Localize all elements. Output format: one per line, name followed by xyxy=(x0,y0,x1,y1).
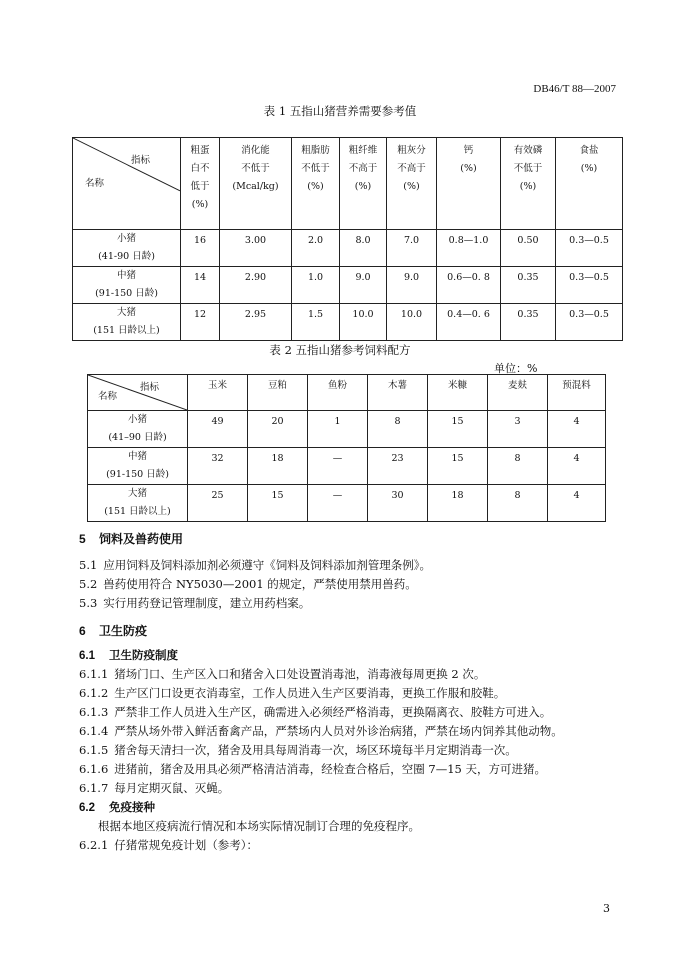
table1-col-phosphorus: 有效磷 不低于 (%) xyxy=(501,138,556,230)
table-cell: 9.0 xyxy=(387,267,437,304)
table2-corner-bottom: 名称 xyxy=(98,391,118,402)
table2-col-header: 鱼粉 xyxy=(308,375,368,411)
table-cell: 1 xyxy=(308,411,368,448)
table2-caption: 表 2 五指山猪参考饲料配方 xyxy=(269,343,411,357)
table-cell: 2.90 xyxy=(220,267,292,304)
section6-1-heading: 6.1 卫生防疫制度 xyxy=(79,650,178,662)
table1-caption: 表 1 五指山猪营养需要参考值 xyxy=(263,104,417,118)
table-cell: 8.0 xyxy=(340,230,387,267)
row-name-cell: 中猪 (91-150 日龄) xyxy=(88,448,188,485)
clause-6-1-5: 6.1.5 猪舍每天清扫一次，猪舍及用具每周消毒一次，场区环境每半月定期消毒一次。 xyxy=(79,743,517,757)
table-row xyxy=(73,230,623,267)
table-cell: 0.35 xyxy=(501,304,556,341)
document-code: DB46/T 88—2007 xyxy=(533,83,616,95)
table-cell: 4 xyxy=(548,411,606,448)
table-cell: 0.3—0.5 xyxy=(556,267,623,304)
table-cell: 32 xyxy=(188,448,248,485)
table-cell: 16 xyxy=(181,230,220,267)
table1-col-fat: 粗脂肪 不低于 (%) xyxy=(292,138,340,230)
clause-5-2: 5.2 兽药使用符合 NY5030—2001 的规定，严禁使用禁用兽药。 xyxy=(79,577,417,591)
table-cell: 0.4—0. 6 xyxy=(437,304,501,341)
clause-5-1: 5.1 应用饲料及饲料添加剂必须遵守《饲料及饲料添加剂管理条例》。 xyxy=(79,558,432,572)
table-cell: 23 xyxy=(368,448,428,485)
nutrition-table xyxy=(72,137,623,341)
section6-heading: 6 卫生防疫 xyxy=(79,624,148,638)
table1-col-protein: 粗蛋 白不 低于 (%) xyxy=(181,138,220,230)
table-cell: 10.0 xyxy=(387,304,437,341)
table-cell: 18 xyxy=(248,448,308,485)
table-cell: 0.6—0. 8 xyxy=(437,267,501,304)
clause-6-1-1: 6.1.1 猪场门口、生产区入口和猪舍入口处设置消毒池，消毒液每周更换 2 次。 xyxy=(79,667,486,681)
table-cell: 0.50 xyxy=(501,230,556,267)
table-cell: 0.8—1.0 xyxy=(437,230,501,267)
clause-6-1-7: 6.1.7 每月定期灭鼠、灭蝇。 xyxy=(79,781,230,795)
row-name-cell: 大猪 (151 日龄以上) xyxy=(88,485,188,522)
page-number: 3 xyxy=(603,902,610,915)
table-cell: 49 xyxy=(188,411,248,448)
table-cell: 30 xyxy=(368,485,428,522)
table-row xyxy=(88,448,606,485)
table-cell: 4 xyxy=(548,485,606,522)
table-cell: 18 xyxy=(428,485,488,522)
clause-6-2-1: 6.2.1 仔猪常规免疫计划（参考）： xyxy=(79,838,259,852)
table-cell: 0.3—0.5 xyxy=(556,304,623,341)
table1-col-fiber: 粗纤维 不高于 (%) xyxy=(340,138,387,230)
row-name-cell: 中猪 (91-150 日龄) xyxy=(73,267,181,304)
table-cell: — xyxy=(308,448,368,485)
table-cell: 2.0 xyxy=(292,230,340,267)
table-cell: 15 xyxy=(248,485,308,522)
table1-col-calcium: 钙 (%) xyxy=(437,138,501,230)
row-name-cell: 大猪 (151 日龄以上) xyxy=(73,304,181,341)
feed-formula-table xyxy=(87,374,606,522)
clause-5-3: 5.3 实行用药登记管理制度，建立用药档案。 xyxy=(79,596,311,610)
table2-corner-top: 指标 xyxy=(139,382,159,393)
table-cell: 15 xyxy=(428,448,488,485)
table2-col-header: 预混料 xyxy=(548,375,606,411)
table-cell: 9.0 xyxy=(340,267,387,304)
table-cell: 3 xyxy=(488,411,548,448)
table-row xyxy=(73,267,623,304)
clause-6-1-3: 6.1.3 严禁非工作人员进入生产区，确需进入必须经严格消毒，更换隔离衣、胶鞋方可进入。 xyxy=(79,705,552,719)
table2-corner-cell xyxy=(88,375,188,411)
table-row xyxy=(88,411,606,448)
table2-col-header: 麦麸 xyxy=(488,375,548,411)
table-row xyxy=(73,304,623,341)
table-cell: 8 xyxy=(488,485,548,522)
table1-col-salt: 食盐 (%) xyxy=(556,138,623,230)
table-cell: 10.0 xyxy=(340,304,387,341)
clause-6-1-2: 6.1.2 生产区门口设更衣消毒室，工作人员进入生产区要消毒，更换工作服和胶鞋。 xyxy=(79,686,506,700)
table-cell: 1.5 xyxy=(292,304,340,341)
table-cell: 2.95 xyxy=(220,304,292,341)
table-cell: 0.3—0.5 xyxy=(556,230,623,267)
table-cell: 8 xyxy=(368,411,428,448)
clause-6-1-6: 6.1.6 进猪前，猪舍及用具必须严格清洁消毒，经检查合格后，空圈 7—15 天，方可进猪。 xyxy=(79,762,547,776)
table1-header-row xyxy=(73,138,623,230)
table-cell: 25 xyxy=(188,485,248,522)
table-row xyxy=(88,485,606,522)
table-cell: — xyxy=(308,485,368,522)
table-cell: 14 xyxy=(181,267,220,304)
table-cell: 3.00 xyxy=(220,230,292,267)
table1-corner-top: 指标 xyxy=(130,155,150,166)
table2-col-header: 米糠 xyxy=(428,375,488,411)
row-name-cell: 小猪 (41-90 日龄) xyxy=(73,230,181,267)
row-name-cell: 小猪 (41–90 日龄) xyxy=(88,411,188,448)
table-cell: 20 xyxy=(248,411,308,448)
table1-col-energy: 消化能 不低于 (Mcal/kg) xyxy=(220,138,292,230)
table1-corner-bottom: 名称 xyxy=(85,178,105,189)
table2-col-header: 玉米 xyxy=(188,375,248,411)
section6-2-heading: 6.2 免疫接种 xyxy=(79,802,155,814)
table1-col-ash: 粗灰分 不高于 (%) xyxy=(387,138,437,230)
table2-col-header: 豆粕 xyxy=(248,375,308,411)
table2-header-row xyxy=(88,375,606,411)
table-cell: 15 xyxy=(428,411,488,448)
table-cell: 1.0 xyxy=(292,267,340,304)
table-cell: 12 xyxy=(181,304,220,341)
table-cell: 7.0 xyxy=(387,230,437,267)
section5-heading: 5 饲料及兽药使用 xyxy=(79,532,184,546)
table2-unit: 单位：% xyxy=(494,362,538,375)
table-cell: 8 xyxy=(488,448,548,485)
section6-2-paragraph: 根据本地区疫病流行情况和本场实际情况制订合理的免疫程序。 xyxy=(98,819,420,833)
table1-corner-cell xyxy=(73,138,181,230)
table2-col-header: 木薯 xyxy=(368,375,428,411)
table-cell: 4 xyxy=(548,448,606,485)
clause-6-1-4: 6.1.4 严禁从场外带入鲜活畜禽产品，严禁场内人员对外诊治病猪，严禁在场内饲养其他动物。 xyxy=(79,724,563,738)
table-cell: 0.35 xyxy=(501,267,556,304)
